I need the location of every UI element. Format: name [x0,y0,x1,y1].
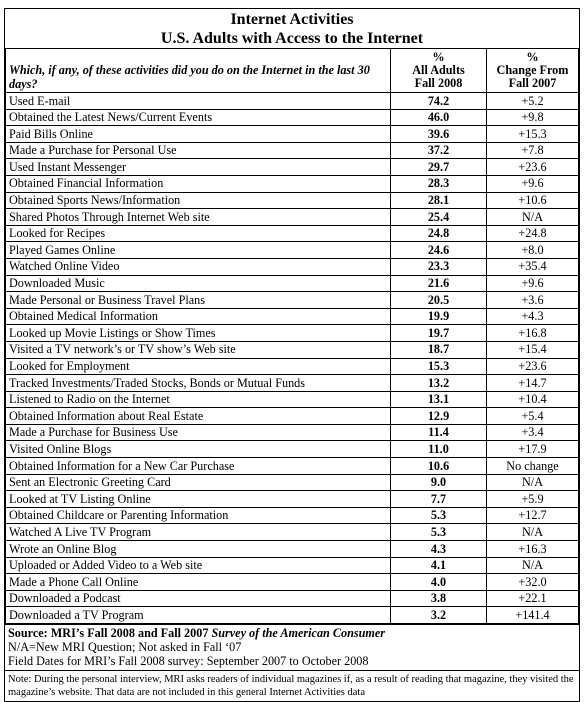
table-row [6,142,579,159]
change-period: Fall 2007 [508,76,557,90]
value-cell: 28.1 [391,192,487,209]
change-cell: +35.4 [487,258,579,275]
activity-cell: Obtained Information about Real Estate [6,408,391,425]
table-body [6,93,579,624]
value-cell: 20.5 [391,292,487,309]
value-cell: 4.0 [391,574,487,591]
table-row [6,391,579,408]
value-cell: 3.2 [391,607,487,624]
change-cell: +9.6 [487,275,579,292]
change-cell: +9.8 [487,109,579,126]
value-cell: 10.6 [391,458,487,475]
all-adults-pct: % [432,50,445,64]
table-row [6,441,579,458]
field-dates: Field Dates for MRI’s Fall 2008 survey: September 2007 to October 2008 [8,654,369,668]
change-cell: +12.7 [487,507,579,524]
change-cell: +32.0 [487,574,579,591]
change-cell: +15.3 [487,126,579,143]
activity-cell: Looked at TV Listing Online [6,491,391,508]
activity-cell: Looked for Recipes [6,225,391,242]
value-cell: 19.9 [391,308,487,325]
table-row [6,126,579,143]
table-row [6,474,579,491]
value-cell: 25.4 [391,209,487,226]
change-label: Change From [496,63,569,77]
table-row [6,574,579,591]
value-cell: 4.3 [391,541,487,558]
table-row [6,308,579,325]
change-cell: +10.4 [487,391,579,408]
value-cell: 5.3 [391,507,487,524]
table-row [6,275,579,292]
table-row [6,491,579,508]
value-cell: 23.3 [391,258,487,275]
change-cell: +9.6 [487,175,579,192]
activity-cell: Visited a TV network’s or TV show’s Web site [6,341,391,358]
table-row [6,524,579,541]
value-cell: 13.1 [391,391,487,408]
change-cell: +14.7 [487,375,579,392]
header-row [6,49,579,93]
value-cell: 13.2 [391,375,487,392]
activity-cell: Shared Photos Through Internet Web site [6,209,391,226]
activity-cell: Sent an Electronic Greeting Card [6,474,391,491]
value-cell: 39.6 [391,126,487,143]
activity-cell: Used E-mail [6,93,391,110]
change-cell: +8.0 [487,242,579,259]
change-pct: % [526,50,539,64]
change-cell: N/A [487,209,579,226]
all-adults-label: All Adults [412,63,465,77]
activity-cell: Listened to Radio on the Internet [6,391,391,408]
activity-cell: Wrote an Online Blog [6,541,391,558]
source-line [8,626,576,640]
na-note: N/A=New MRI Question; Not asked in Fall ‘07 [8,640,242,654]
all-adults-period: Fall 2008 [414,76,463,90]
table-row [6,375,579,392]
change-cell: N/A [487,557,579,574]
activity-cell: Downloaded Music [6,275,391,292]
table-row [6,192,579,209]
activity-cell: Obtained Sports News/Information [6,192,391,209]
change-cell: +3.6 [487,292,579,309]
table-row [6,258,579,275]
table-row [6,358,579,375]
value-cell: 19.7 [391,325,487,342]
activity-cell: Looked for Employment [6,358,391,375]
change-cell: +22.1 [487,590,579,607]
activity-cell: Looked up Movie Listings or Show Times [6,325,391,342]
activity-cell: Obtained Information for a New Car Purchase [6,458,391,475]
activity-cell: Tracked Investments/Traded Stocks, Bonds or Mutual Funds [6,375,391,392]
value-cell: 21.6 [391,275,487,292]
value-cell: 11.0 [391,441,487,458]
activity-cell: Made a Purchase for Business Use [6,424,391,441]
footnote: Note: During the personal interview, MRI asks readers of individual magazines if, as a result of reading that magazine, they visited the magazine’s website. That data are not included in this general Internet Activities data [5,670,579,701]
value-cell: 24.6 [391,242,487,259]
change-cell: +4.3 [487,308,579,325]
value-cell: 5.3 [391,524,487,541]
activity-cell: Uploaded or Added Video to a Web site [6,557,391,574]
table-row [6,209,579,226]
value-cell: 18.7 [391,341,487,358]
table-row [6,242,579,259]
value-cell: 46.0 [391,109,487,126]
activity-cell: Watched A Live TV Program [6,524,391,541]
change-cell: +5.4 [487,408,579,425]
table-row [6,458,579,475]
title-line-2: U.S. Adults with Access to the Internet [160,30,424,47]
all-adults-header [391,49,487,93]
change-header [487,49,579,93]
value-cell: 24.8 [391,225,487,242]
activity-cell: Visited Online Blogs [6,441,391,458]
value-cell: 15.3 [391,358,487,375]
table-row [6,93,579,110]
table-row [6,607,579,624]
table-frame [4,8,580,702]
table-row [6,408,579,425]
source-survey-name: Survey of the American Consumer [211,626,386,640]
question-header: Which, if any, of these activities did you do on the Internet in the last 30 days? [6,49,391,93]
table-row [6,557,579,574]
change-cell: +10.6 [487,192,579,209]
table-row [6,325,579,342]
title-line-1: Internet Activities [230,11,354,28]
change-cell: N/A [487,474,579,491]
activity-cell: Played Games Online [6,242,391,259]
change-cell: +24.8 [487,225,579,242]
value-cell: 11.4 [391,424,487,441]
value-cell: 74.2 [391,93,487,110]
value-cell: 37.2 [391,142,487,159]
table-row [6,341,579,358]
activity-cell: Obtained the Latest News/Current Events [6,109,391,126]
value-cell: 29.7 [391,159,487,176]
change-cell: +16.8 [487,325,579,342]
activity-cell: Watched Online Video [6,258,391,275]
activity-cell: Made a Phone Call Online [6,574,391,591]
change-cell: +23.6 [487,159,579,176]
activity-cell: Obtained Childcare or Parenting Information [6,507,391,524]
change-cell: +5.2 [487,93,579,110]
table-row [6,292,579,309]
activity-cell: Obtained Financial Information [6,175,391,192]
table-row [6,175,579,192]
activities-table [5,48,579,624]
activity-cell: Made a Purchase for Personal Use [6,142,391,159]
table-row [6,109,579,126]
table-row [6,541,579,558]
activity-cell: Used Instant Messenger [6,159,391,176]
activity-cell: Paid Bills Online [6,126,391,143]
table-row [6,590,579,607]
value-cell: 7.7 [391,491,487,508]
table-row [6,424,579,441]
activity-cell: Made Personal or Business Travel Plans [6,292,391,309]
value-cell: 9.0 [391,474,487,491]
change-cell: +16.3 [487,541,579,558]
change-cell: +3.4 [487,424,579,441]
change-cell: +5.9 [487,491,579,508]
change-cell: N/A [487,524,579,541]
value-cell: 12.9 [391,408,487,425]
footer [5,624,579,670]
source-prefix: Source: MRI’s Fall 2008 and Fall 2007 [8,626,212,640]
change-cell: +15.4 [487,341,579,358]
change-cell: +141.4 [487,607,579,624]
table-row [6,225,579,242]
activity-cell: Obtained Medical Information [6,308,391,325]
change-cell: +23.6 [487,358,579,375]
table-row [6,159,579,176]
table-title [5,9,579,48]
value-cell: 28.3 [391,175,487,192]
value-cell: 3.8 [391,590,487,607]
table-row [6,507,579,524]
activity-cell: Downloaded a TV Program [6,607,391,624]
change-cell: No change [487,458,579,475]
change-cell: +7.8 [487,142,579,159]
value-cell: 4.1 [391,557,487,574]
activity-cell: Downloaded a Podcast [6,590,391,607]
change-cell: +17.9 [487,441,579,458]
